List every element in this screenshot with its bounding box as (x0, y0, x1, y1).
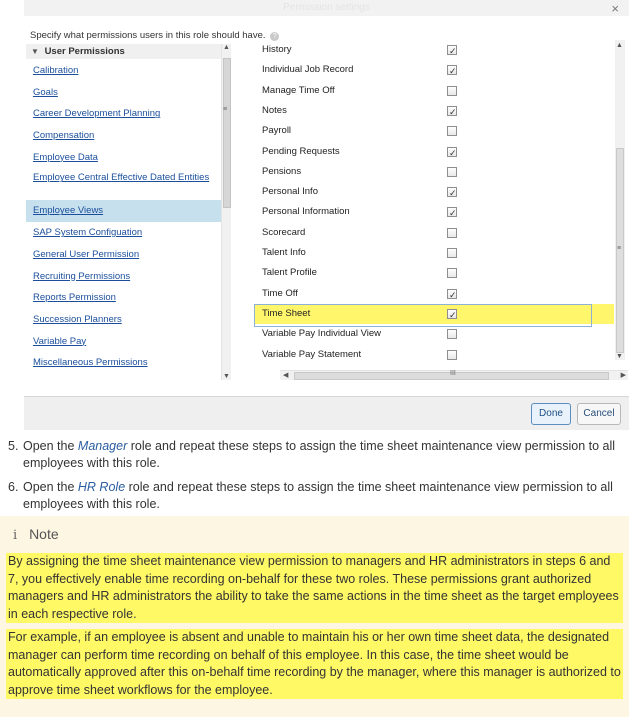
category-link[interactable]: Goals (33, 86, 58, 98)
category-item[interactable] (26, 287, 226, 309)
category-item[interactable] (26, 82, 226, 104)
permission-checkbox[interactable] (447, 147, 457, 157)
permission-checkbox[interactable] (447, 329, 457, 339)
step-text-before: Open the (23, 480, 78, 494)
instruction-text (30, 30, 279, 41)
permission-checkbox[interactable] (447, 167, 457, 177)
step-number: 5. (8, 439, 19, 453)
permission-label: Notes (262, 104, 287, 116)
step-text-after: role and repeat these steps to assign the time sheet maintenance view permission to all employees with this role. (23, 439, 616, 470)
dialog-footer (24, 396, 629, 430)
category-item[interactable] (26, 309, 226, 331)
step-item (8, 479, 623, 513)
permission-label: Manage Time Off (262, 84, 335, 96)
scroll-down-arrow-icon[interactable]: ▼ (223, 373, 230, 380)
close-icon[interactable]: × (611, 1, 619, 16)
note-body (6, 553, 623, 705)
instruction-label: Specify what permissions users in this role should have. (30, 30, 266, 41)
permission-category-panel (26, 44, 236, 380)
permission-row (254, 223, 614, 243)
note-paragraph: By assigning the time sheet maintenance view permission to managers and HR administrators in steps 6 and 7, you effectively enable time recording on-behalf for these two roles. These permissions grant authorized managers and HR administrators the ability to take the same actions in the time sheet as the target employees in each respective role. (6, 553, 623, 623)
category-link[interactable]: Succession Planners (33, 313, 122, 325)
permission-label: Personal Info (262, 186, 318, 198)
category-link[interactable]: SAP System Configuation (33, 227, 143, 239)
scrollbar-thumb[interactable] (223, 58, 231, 208)
permission-label: Individual Job Record (262, 64, 354, 76)
category-item[interactable] (26, 103, 226, 125)
scroll-up-arrow-icon[interactable]: ▲ (616, 42, 623, 49)
permission-row (254, 40, 614, 60)
dialog-title: Permission settings (283, 2, 370, 13)
done-button[interactable]: Done (531, 403, 571, 425)
permission-row (254, 60, 614, 80)
permission-label: Time Sheet (262, 307, 311, 319)
note-box (0, 516, 629, 717)
category-item[interactable] (26, 244, 226, 266)
permission-row (254, 345, 614, 365)
category-link[interactable]: Recruiting Permissions (33, 270, 131, 282)
permission-label: Time Off (262, 287, 298, 299)
category-link[interactable]: Compensation (33, 130, 95, 142)
permission-row (254, 243, 614, 263)
permission-checkbox[interactable] (447, 228, 457, 238)
procedure-steps (8, 438, 623, 520)
step-text-before: Open the (23, 439, 78, 453)
help-icon[interactable]: ? (270, 32, 279, 41)
permission-row (254, 263, 614, 283)
permission-list-hscrollbar[interactable] (280, 370, 628, 380)
step-number: 6. (8, 480, 19, 494)
permission-checkbox[interactable] (447, 207, 457, 217)
category-link[interactable]: Career Development Planning (33, 108, 161, 120)
permission-row (254, 182, 614, 202)
permission-checkbox[interactable] (447, 187, 457, 197)
collapse-triangle-icon[interactable]: ▼ (31, 47, 39, 56)
scroll-right-arrow-icon[interactable]: ▶ (620, 372, 626, 379)
permission-row (254, 202, 614, 222)
category-item[interactable] (26, 222, 226, 244)
scroll-left-arrow-icon[interactable]: ◀ (283, 372, 289, 379)
scroll-grip-icon: ≡ (617, 245, 622, 252)
category-item[interactable] (26, 331, 226, 353)
permission-checkbox[interactable] (447, 106, 457, 116)
permission-label: Variable Pay Statement (262, 348, 362, 360)
permission-checkbox[interactable] (447, 268, 457, 278)
permission-checkbox[interactable] (447, 86, 457, 96)
category-link[interactable]: General User Permission (33, 248, 140, 260)
permission-label: Variable Pay Individual View (262, 328, 381, 340)
permission-category-list (26, 60, 226, 374)
permission-row (254, 324, 614, 344)
category-item[interactable] (26, 125, 226, 147)
scroll-down-arrow-icon[interactable]: ▼ (616, 353, 623, 360)
role-name: HR Role (77, 480, 126, 494)
permission-row (254, 304, 614, 324)
permission-label: Talent Info (262, 247, 306, 258)
category-item[interactable] (26, 60, 226, 82)
permission-label: Payroll (262, 125, 292, 137)
permission-checkbox[interactable] (447, 309, 457, 319)
category-link[interactable]: Calibration (33, 65, 79, 76)
permission-checkbox[interactable] (447, 350, 457, 360)
category-link[interactable]: Variable Pay (33, 335, 87, 347)
permission-checkbox[interactable] (447, 65, 457, 75)
category-link[interactable]: Miscellaneous Permissions (33, 357, 148, 369)
permission-checkbox[interactable] (447, 289, 457, 299)
user-permissions-label: User Permissions (44, 46, 125, 57)
permission-list-vscrollbar[interactable] (615, 40, 625, 360)
info-icon: i (13, 528, 18, 543)
cancel-button[interactable]: Cancel (577, 403, 621, 425)
permission-checkbox[interactable] (447, 248, 457, 258)
permission-checkbox[interactable] (447, 45, 457, 55)
permission-label: Personal Information (262, 206, 350, 218)
hscroll-grip-icon: III (450, 370, 456, 377)
category-link[interactable]: Employee Data (33, 151, 98, 163)
category-item[interactable] (26, 147, 226, 169)
dialog-header (24, 0, 629, 16)
note-title-label: Note (29, 526, 59, 542)
category-item[interactable] (26, 352, 226, 374)
note-paragraph: For example, if an employee is absent and unable to maintain his or her own time sheet data, the designated manager can perform time recording on behalf of this employee. In this case, the time sheet would be automatically approved after this on-behalf time recording by the manager, where this manager is authorized to approve time sheet workflows for the employee. (6, 629, 623, 699)
permission-row (254, 101, 614, 121)
permission-label: Talent Profile (262, 267, 317, 279)
category-list-scrollbar[interactable] (221, 44, 231, 380)
category-link[interactable]: Reports Permission (33, 292, 116, 304)
permission-list-panel (254, 40, 629, 380)
role-name: Manager (77, 439, 128, 453)
category-item[interactable] (26, 266, 226, 288)
permission-row (254, 121, 614, 141)
category-link[interactable]: Employee Central Effective Dated Entities (33, 172, 210, 184)
permission-label: Scorecard (262, 226, 306, 238)
category-link[interactable]: Employee Views (33, 205, 104, 217)
permission-settings-dialog (24, 0, 629, 430)
user-permissions-header[interactable] (26, 44, 221, 59)
permission-row (254, 142, 614, 162)
step-text-after: role and repeat these steps to assign the time sheet maintenance view permission to all employees with this role. (23, 480, 613, 511)
category-item[interactable] (26, 168, 226, 200)
scroll-up-arrow-icon[interactable]: ▲ (223, 44, 230, 51)
scroll-grip-icon: ≡ (223, 106, 228, 113)
note-title (13, 526, 59, 543)
permission-label: History (262, 44, 292, 55)
permission-checkbox[interactable] (447, 126, 457, 136)
permission-label: Pending Requests (262, 145, 340, 157)
step-item (8, 438, 623, 472)
permission-row (254, 81, 614, 101)
permission-row (254, 284, 614, 304)
category-item[interactable] (26, 200, 226, 222)
permission-row (254, 162, 614, 182)
permission-label: Pensions (262, 165, 302, 177)
